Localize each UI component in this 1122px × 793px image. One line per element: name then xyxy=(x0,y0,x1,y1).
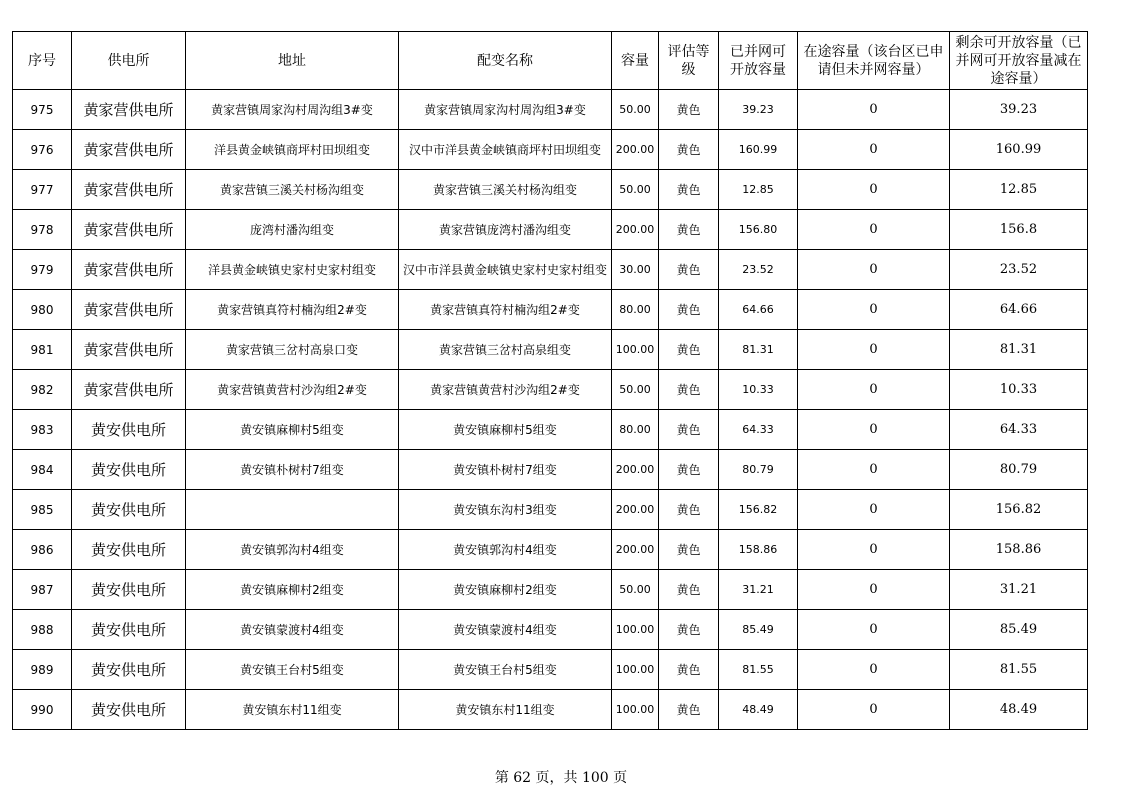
cell-grade: 黄色 xyxy=(659,330,719,370)
cell-transformer-name: 黄安镇蒙渡村4组变 xyxy=(399,610,612,650)
cell-seq: 979 xyxy=(13,250,72,290)
cell-station: 黄安供电所 xyxy=(72,650,186,690)
cell-address: 黄安镇麻柳村2组变 xyxy=(186,570,399,610)
table-row xyxy=(13,570,1088,610)
cell-capacity: 50.00 xyxy=(612,90,659,130)
table-row xyxy=(13,650,1088,690)
cell-capacity: 80.00 xyxy=(612,290,659,330)
cell-station: 黄家营供电所 xyxy=(72,130,186,170)
header-station: 供电所 xyxy=(72,32,186,90)
cell-seq: 977 xyxy=(13,170,72,210)
cell-address: 黄家营镇真符村楠沟组2#变 xyxy=(186,290,399,330)
cell-grade: 黄色 xyxy=(659,410,719,450)
cell-transformer-name: 黄安镇郭沟村4组变 xyxy=(399,530,612,570)
cell-station: 黄家营供电所 xyxy=(72,370,186,410)
cell-grid-capacity: 23.52 xyxy=(719,250,798,290)
table-row xyxy=(13,690,1088,730)
cell-address: 黄安镇郭沟村4组变 xyxy=(186,530,399,570)
table-row xyxy=(13,170,1088,210)
cell-remaining: 31.21 xyxy=(950,570,1088,610)
cell-capacity: 100.00 xyxy=(612,330,659,370)
cell-transformer-name: 黄安镇朴树村7组变 xyxy=(399,450,612,490)
cell-pending: 0 xyxy=(798,650,950,690)
table-row xyxy=(13,530,1088,570)
cell-grade: 黄色 xyxy=(659,130,719,170)
cell-seq: 978 xyxy=(13,210,72,250)
cell-station: 黄家营供电所 xyxy=(72,290,186,330)
cell-capacity: 200.00 xyxy=(612,530,659,570)
cell-transformer-name: 黄家营镇三岔村高泉组变 xyxy=(399,330,612,370)
cell-transformer-name: 黄家营镇三溪关村杨沟组变 xyxy=(399,170,612,210)
cell-capacity: 200.00 xyxy=(612,450,659,490)
cell-capacity: 80.00 xyxy=(612,410,659,450)
cell-seq: 990 xyxy=(13,690,72,730)
cell-address: 黄家营镇三岔村高泉口变 xyxy=(186,330,399,370)
cell-capacity: 100.00 xyxy=(612,650,659,690)
cell-address: 黄安镇麻柳村5组变 xyxy=(186,410,399,450)
cell-grid-capacity: 10.33 xyxy=(719,370,798,410)
cell-station: 黄安供电所 xyxy=(72,530,186,570)
cell-grade: 黄色 xyxy=(659,170,719,210)
cell-seq: 975 xyxy=(13,90,72,130)
table-row xyxy=(13,610,1088,650)
cell-grade: 黄色 xyxy=(659,450,719,490)
cell-pending: 0 xyxy=(798,490,950,530)
cell-station: 黄家营供电所 xyxy=(72,90,186,130)
cell-seq: 984 xyxy=(13,450,72,490)
cell-grade: 黄色 xyxy=(659,90,719,130)
header-grid-capacity: 已并网可开放容量 xyxy=(719,32,798,90)
cell-pending: 0 xyxy=(798,450,950,490)
table-row xyxy=(13,450,1088,490)
cell-remaining: 160.99 xyxy=(950,130,1088,170)
cell-grid-capacity: 81.31 xyxy=(719,330,798,370)
cell-seq: 986 xyxy=(13,530,72,570)
header-grade: 评估等级 xyxy=(659,32,719,90)
cell-capacity: 50.00 xyxy=(612,570,659,610)
cell-address: 洋县黄金峡镇史家村史家村组变 xyxy=(186,250,399,290)
table-row xyxy=(13,90,1088,130)
cell-pending: 0 xyxy=(798,130,950,170)
cell-remaining: 156.8 xyxy=(950,210,1088,250)
cell-remaining: 85.49 xyxy=(950,610,1088,650)
cell-address: 黄安镇王台村5组变 xyxy=(186,650,399,690)
table-row xyxy=(13,130,1088,170)
cell-grade: 黄色 xyxy=(659,690,719,730)
page-footer: 第 62 页，共 100 页 xyxy=(494,770,628,786)
cell-pending: 0 xyxy=(798,250,950,290)
cell-remaining: 12.85 xyxy=(950,170,1088,210)
cell-remaining: 10.33 xyxy=(950,370,1088,410)
cell-remaining: 81.31 xyxy=(950,330,1088,370)
header-remaining: 剩余可开放容量（已并网可开放容量减在途容量） xyxy=(950,32,1088,90)
cell-capacity: 200.00 xyxy=(612,490,659,530)
cell-pending: 0 xyxy=(798,370,950,410)
cell-pending: 0 xyxy=(798,530,950,570)
cell-grid-capacity: 64.66 xyxy=(719,290,798,330)
cell-seq: 983 xyxy=(13,410,72,450)
table-row xyxy=(13,250,1088,290)
cell-seq: 987 xyxy=(13,570,72,610)
table-row xyxy=(13,290,1088,330)
cell-transformer-name: 黄家营镇真符村楠沟组2#变 xyxy=(399,290,612,330)
cell-station: 黄安供电所 xyxy=(72,690,186,730)
cell-grade: 黄色 xyxy=(659,370,719,410)
cell-transformer-name: 汉中市洋县黄金峡镇史家村史家村组变 xyxy=(399,250,612,290)
cell-station: 黄家营供电所 xyxy=(72,250,186,290)
cell-grid-capacity: 156.82 xyxy=(719,490,798,530)
cell-remaining: 23.52 xyxy=(950,250,1088,290)
cell-address: 黄家营镇黄营村沙沟组2#变 xyxy=(186,370,399,410)
cell-grid-capacity: 31.21 xyxy=(719,570,798,610)
cell-station: 黄安供电所 xyxy=(72,410,186,450)
cell-grid-capacity: 81.55 xyxy=(719,650,798,690)
cell-remaining: 81.55 xyxy=(950,650,1088,690)
table-row xyxy=(13,490,1088,530)
cell-transformer-name: 汉中市洋县黄金峡镇商坪村田坝组变 xyxy=(399,130,612,170)
cell-station: 黄安供电所 xyxy=(72,490,186,530)
cell-capacity: 200.00 xyxy=(612,130,659,170)
header-address: 地址 xyxy=(186,32,399,90)
cell-seq: 985 xyxy=(13,490,72,530)
cell-grid-capacity: 64.33 xyxy=(719,410,798,450)
cell-station: 黄安供电所 xyxy=(72,450,186,490)
cell-pending: 0 xyxy=(798,290,950,330)
cell-address: 黄家营镇三溪关村杨沟组变 xyxy=(186,170,399,210)
header-pending: 在途容量（该台区已申请但未并网容量） xyxy=(798,32,950,90)
cell-grade: 黄色 xyxy=(659,290,719,330)
cell-pending: 0 xyxy=(798,90,950,130)
cell-transformer-name: 黄家营镇黄营村沙沟组2#变 xyxy=(399,370,612,410)
cell-capacity: 50.00 xyxy=(612,170,659,210)
cell-pending: 0 xyxy=(798,170,950,210)
cell-grid-capacity: 85.49 xyxy=(719,610,798,650)
cell-address: 庞湾村潘沟组变 xyxy=(186,210,399,250)
cell-remaining: 64.33 xyxy=(950,410,1088,450)
cell-capacity: 50.00 xyxy=(612,370,659,410)
table-row xyxy=(13,370,1088,410)
cell-remaining: 158.86 xyxy=(950,530,1088,570)
cell-remaining: 80.79 xyxy=(950,450,1088,490)
cell-grade: 黄色 xyxy=(659,530,719,570)
cell-remaining: 48.49 xyxy=(950,690,1088,730)
cell-transformer-name: 黄安镇麻柳村5组变 xyxy=(399,410,612,450)
cell-transformer-name: 黄安镇王台村5组变 xyxy=(399,650,612,690)
table-row xyxy=(13,410,1088,450)
cell-station: 黄安供电所 xyxy=(72,570,186,610)
cell-station: 黄安供电所 xyxy=(72,610,186,650)
cell-grade: 黄色 xyxy=(659,210,719,250)
header-seq: 序号 xyxy=(13,32,72,90)
cell-seq: 989 xyxy=(13,650,72,690)
cell-transformer-name: 黄家营镇庞湾村潘沟组变 xyxy=(399,210,612,250)
cell-seq: 982 xyxy=(13,370,72,410)
cell-station: 黄家营供电所 xyxy=(72,330,186,370)
table-header-row xyxy=(13,32,1088,90)
cell-remaining: 39.23 xyxy=(950,90,1088,130)
cell-seq: 976 xyxy=(13,130,72,170)
cell-capacity: 100.00 xyxy=(612,690,659,730)
cell-grid-capacity: 156.80 xyxy=(719,210,798,250)
cell-address: 黄安镇蒙渡村4组变 xyxy=(186,610,399,650)
cell-pending: 0 xyxy=(798,330,950,370)
cell-capacity: 200.00 xyxy=(612,210,659,250)
cell-remaining: 156.82 xyxy=(950,490,1088,530)
cell-transformer-name: 黄家营镇周家沟村周沟组3#变 xyxy=(399,90,612,130)
cell-address: 黄安镇东村11组变 xyxy=(186,690,399,730)
capacity-table xyxy=(12,31,1088,730)
cell-seq: 988 xyxy=(13,610,72,650)
cell-pending: 0 xyxy=(798,410,950,450)
cell-grade: 黄色 xyxy=(659,490,719,530)
cell-pending: 0 xyxy=(798,610,950,650)
cell-pending: 0 xyxy=(798,570,950,610)
cell-grade: 黄色 xyxy=(659,650,719,690)
cell-seq: 981 xyxy=(13,330,72,370)
cell-grid-capacity: 158.86 xyxy=(719,530,798,570)
cell-address: 黄家营镇周家沟村周沟组3#变 xyxy=(186,90,399,130)
cell-address: 黄安镇朴树村7组变 xyxy=(186,450,399,490)
cell-station: 黄家营供电所 xyxy=(72,170,186,210)
table-row xyxy=(13,330,1088,370)
cell-address: 洋县黄金峡镇商坪村田坝组变 xyxy=(186,130,399,170)
cell-pending: 0 xyxy=(798,210,950,250)
capacity-table-container xyxy=(12,31,1088,730)
cell-grade: 黄色 xyxy=(659,610,719,650)
cell-remaining: 64.66 xyxy=(950,290,1088,330)
cell-transformer-name: 黄安镇东村11组变 xyxy=(399,690,612,730)
cell-pending: 0 xyxy=(798,690,950,730)
cell-transformer-name: 黄安镇东沟村3组变 xyxy=(399,490,612,530)
cell-address xyxy=(186,490,399,530)
header-capacity: 容量 xyxy=(612,32,659,90)
cell-station: 黄家营供电所 xyxy=(72,210,186,250)
cell-capacity: 30.00 xyxy=(612,250,659,290)
cell-grid-capacity: 160.99 xyxy=(719,130,798,170)
cell-grid-capacity: 80.79 xyxy=(719,450,798,490)
cell-grid-capacity: 48.49 xyxy=(719,690,798,730)
table-body xyxy=(13,90,1088,730)
cell-capacity: 100.00 xyxy=(612,610,659,650)
cell-grade: 黄色 xyxy=(659,250,719,290)
cell-grid-capacity: 12.85 xyxy=(719,170,798,210)
table-row xyxy=(13,210,1088,250)
cell-grade: 黄色 xyxy=(659,570,719,610)
header-transformer: 配变名称 xyxy=(399,32,612,90)
cell-grid-capacity: 39.23 xyxy=(719,90,798,130)
cell-transformer-name: 黄安镇麻柳村2组变 xyxy=(399,570,612,610)
cell-seq: 980 xyxy=(13,290,72,330)
